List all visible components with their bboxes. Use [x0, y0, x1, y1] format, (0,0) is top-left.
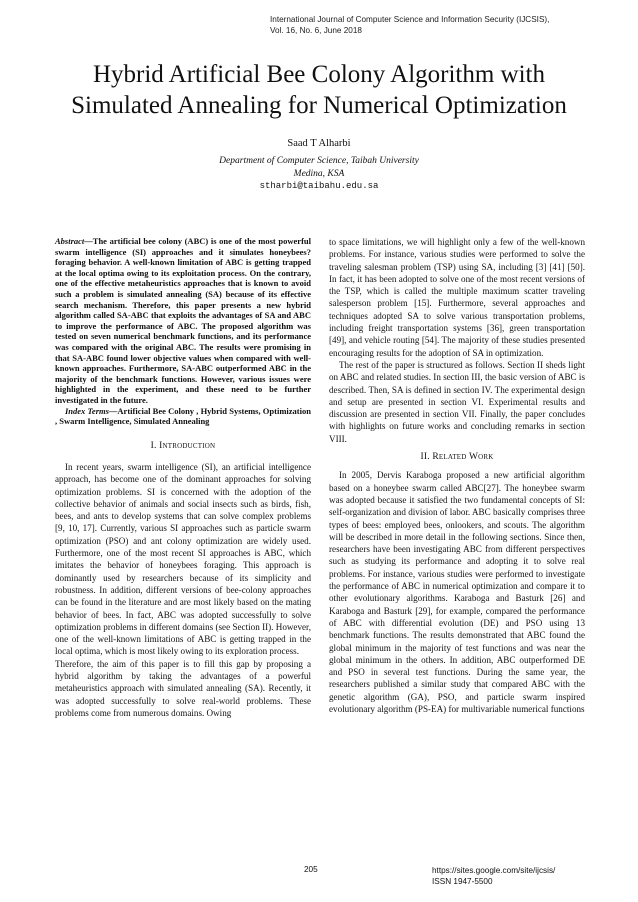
author-affiliation: [0, 155, 638, 181]
index-terms: [55, 406, 311, 427]
footer-issn: ISSN 1947-5500: [432, 877, 493, 886]
author-email: stharbi@taibahu.edu.sa: [259, 181, 379, 191]
abstract-label: Abstract: [55, 236, 85, 246]
section-heading-introduction: I. Introduction: [150, 440, 216, 451]
footer-url: https://sites.google.com/site/ijcsis/: [432, 866, 556, 875]
affiliation-line2: Medina, KSA: [293, 169, 345, 179]
paper-title: [30, 59, 608, 121]
affiliation-line1: Department of Computer Science, Taibah University: [219, 156, 419, 166]
page-number: 205: [304, 865, 318, 874]
author-name: Saad T Alharbi: [287, 138, 351, 149]
paper-title-line2: Simulated Annealing for Numerical Optimization: [71, 92, 567, 119]
intro-paragraph-1: In recent years, swarm intelligence (SI), an artificial intelligence approach, has become one of the dominant approaches for solving optimization problems. SI is concerned with the adoption of the collective behavior of animals and social insects such as birds, fish, bees, and ants to develop systems that can solve complex problems [9, 10, 17]. Currently, various SI approaches such as particle swarm optimization (PSO) and ant colony optimization are widely used. Furthermore, one of the most recent SI approaches is ABC, which imitates the behavior of honeybees foraging. This approach is dominantly used by researchers because of its simplicity and robustness. In addition, different versions of bee-colony approaches can be found in the literature and are most likely based on the mating behavior of bees. In fact, ABC was adopted successfully to solve optimization problems in different domains (see Section II). However, one of the well-known limitations of ABC is getting trapped in the local optima, which is most likely owing to its exploration process.: [55, 461, 311, 657]
journal-header-line2: Vol. 16, No. 6, June 2018: [270, 26, 362, 35]
abstract-text: —The artificial bee colony (ABC) is one of the most powerful swarm intelligence (SI) approaches and it simulates honeybees? foraging behavior. A well-known limitation of ABC is getting trapped at the local optima owing to its exploitation process. On the contrary, one of the effective metaheuristics approaches that is known to avoid such a problem is simulated annealing (SA) because of its effective search mechanism. Therefore, this paper presents a new hybrid algorithm called SA-ABC that exploits the advantages of SA and ABC to improve the performance of ABC. The proposed algorithm was tested on seven numerical benchmark functions, and its performance was compared with the original ABC. The results were promising in that SA-ABC found lower objective values when compared with well-known approaches. Furthermore, SA-ABC outperformed ABC in the majority of the benchmark functions. However, various issues were highlighted in the experiment, and these need to be further investigated in the future.: [55, 236, 311, 405]
abstract: [55, 236, 311, 406]
journal-header-line1: International Journal of Computer Science and Information Security (IJCSIS),: [270, 15, 550, 24]
index-terms-label: Index Terms: [65, 405, 109, 416]
section-heading-related-work: II. Related Work: [420, 452, 494, 463]
intro-paragraph-2: Therefore, the aim of this paper is to fill this gap by proposing a hybrid algorithm by taking the advantages of a powerful metaheuristics approach with simulated annealing (SA). Recently, it was adopted successfully to solve real-world problems. These problems come from numerous domains. Owing: [55, 658, 311, 718]
related-work-paragraph-1: In 2005, Dervis Karaboga proposed a new artificial algorithm based on a honeybee swarm called ABC[27]. The honeybee swarm was adopted because it satisfied the two fundamental concepts of SI: self-organization and division of labor. ABC basically comprises three types of bees: employed bees, onlookers, and scouts. The algorithm will be described in more detail in the following sections. Since then, researchers have been investigating ABC from different perspectives such as studying its performance and adopting it to solve real problems. For instance, various studies were performed to investigate the performance of ABC in numerical optimization and compare it to other evolutionary algorithms. Karaboga and Basturk [26] and Karaboga and Basturk [29], for example, compared the performance of ABC with differential evolution (DE) and PSO using 13 benchmark functions. The results demonstrated that ABC found the global minimum in the majority of test functions and was near the global minimum in the others. In addition, ABC outperformed DE and PSO in several test functions. During the same year, the researchers published a similar study that compared ABC with the genetic algorithm (GA), PSO, and particle swarm inspired evolutionary algorithm (PS-EA) for multivariable numerical functions: [329, 470, 585, 714]
paper-title-line1: Hybrid Artificial Bee Colony Algorithm with: [92, 61, 546, 88]
footer-info: [432, 865, 555, 887]
journal-header: [270, 14, 610, 36]
intro-paragraph-3: to space limitations, we will highlight only a few of the well-known problems. For instance, various studies were performed to solve the traveling salesman problem (TSP) using SA, including [3] [41] [50]. In fact, it has been adopted to solve one of the most recent versions of the TSP, which is called the multiple maximum scatter traveling salesperson problem [15]. Furthermore, several approaches and techniques adopted SA to solve various transportation problems, including freight transportation systems [36], green transportation [49], and vehicle routing [54]. The majority of these studies presented encouraging results for the adoption of SA in optimization.: [329, 237, 585, 358]
left-column: [55, 236, 311, 719]
index-terms-text: —Artificial Bee Colony , Hybrid Systems, Optimization , Swarm Intelligence, Simulated Annealing: [55, 405, 311, 427]
intro-paragraph-4: The rest of the paper is structured as follows. Section II sheds light on ABC and related studies. In section III, the basic version of ABC is described. Then, SA is defined in section IV. The experimental design and setup are presented in section VI. Experimental results and discussion are presented in section VII. Finally, the paper concludes with highlights on future works and concluding remarks in section VIII.: [329, 359, 585, 444]
right-column: [329, 236, 585, 715]
